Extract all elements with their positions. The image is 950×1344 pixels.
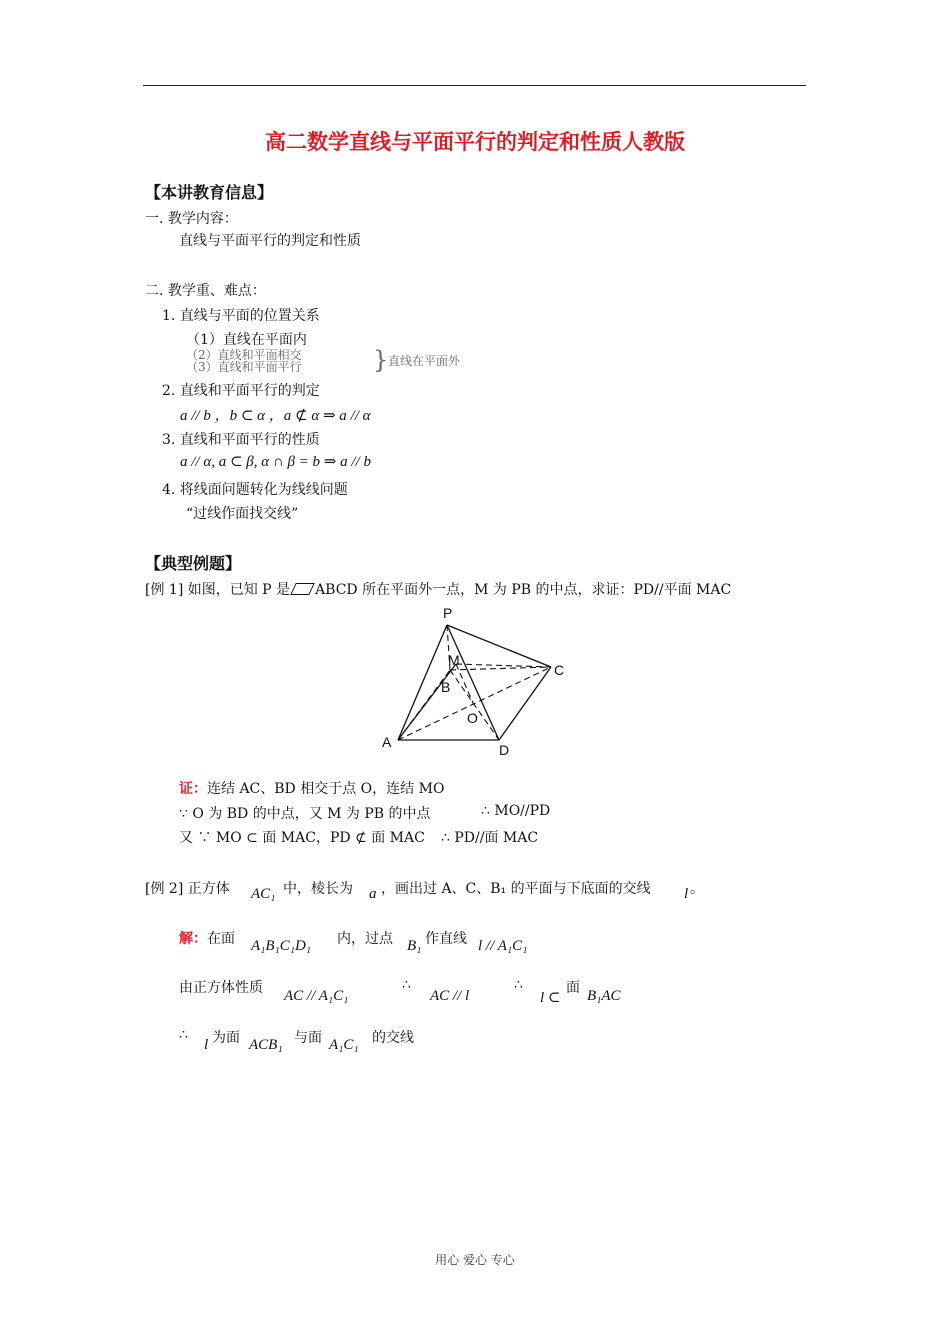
proof-line-2a: ∵ O 为 BD 的中点，又 M 为 PB 的中点 [179, 806, 431, 822]
header-rule [143, 85, 806, 86]
item1-text: 直线与平面平行的判定和性质 [179, 233, 361, 249]
brace-icon: } [373, 346, 389, 374]
solution-text-1e: 作直线 [425, 931, 467, 947]
solution-face: A₁B₁C₁D₁ [251, 938, 312, 954]
example1-prefix: [例 1] 如图，已知 P 是 [145, 582, 291, 598]
solution-text-3g: 的交线 [372, 1030, 414, 1046]
solution-text-2g: 面 [566, 980, 580, 996]
point-4: 4. 将线面问题转化为线线问题 [162, 482, 348, 498]
proof-line-3a: 又 ∵ MO ⊂ 面 MAC，PD ⊄ 面 MAC [179, 830, 425, 846]
proof-line-2b: ∴ MO//PD [481, 803, 551, 819]
solution-l: l [204, 1037, 209, 1053]
edge-BC [450, 667, 551, 670]
example2-cube: AC₁ [251, 886, 276, 902]
proof-line-3b: ∴ PD//面 MAC [441, 830, 539, 846]
solution-text-2a: 由正方体性质 [179, 980, 263, 996]
solution-text-1a: 在面 [207, 931, 235, 947]
example1-suffix: ABCD 所在平面外一点，M 为 PB 的中点，求证：PD//平面 MAC [315, 582, 732, 598]
label-D: D [499, 742, 510, 758]
example2-suffix: ，画出过 A、C、B₁ 的平面与下底面的交线 [381, 881, 651, 897]
edge-DC [499, 667, 551, 740]
point-1-outside: 直线在平面外 [388, 354, 461, 368]
example2-prefix: [例 2] 正方体 [145, 881, 230, 897]
solution-formula-3d: ACB₁ [249, 1037, 283, 1053]
solution-text-1c: 内，过点 [337, 931, 393, 947]
label-A: A [382, 734, 392, 750]
label-M: M [448, 652, 460, 668]
parallelogram-icon [290, 583, 315, 595]
pyramid-figure [378, 602, 578, 762]
solution-line-formula: l // A₁C₁ [478, 938, 528, 954]
therefore-icon-2: ∴ [514, 977, 523, 993]
solution-formula-2b: AC // A₁C₁ [284, 988, 349, 1004]
solution-point: B₁ [407, 938, 422, 954]
label-B: B [441, 679, 451, 695]
therefore-icon-3: ∴ [179, 1027, 188, 1043]
point-4-quote: “过线作面找交线” [186, 506, 299, 522]
page-title: 高二数学直线与平面平行的判定和性质人教版 [265, 130, 685, 154]
line-MC [456, 664, 551, 667]
therefore-icon-1: ∴ [402, 977, 411, 993]
point-1-3: （3）直线和平面平行 [186, 360, 302, 374]
point-1-2: （2）直线和平面相交 [186, 348, 302, 362]
solution-formula-2d: AC // l [430, 988, 470, 1004]
line-MO [456, 664, 474, 705]
example2-end: 。 [690, 881, 704, 897]
proof-label: 证： [179, 781, 207, 797]
point-2: 2. 直线和平面平行的判定 [162, 383, 320, 399]
section-heading-examples: 【典型例题】 [145, 554, 242, 573]
point-1: 1. 直线与平面的位置关系 [162, 308, 320, 324]
label-C: C [554, 662, 565, 678]
example2-l: l [684, 886, 689, 902]
solution-label: 解： [179, 931, 207, 947]
example2-a: a [369, 886, 377, 902]
footer: 用心 爱心 专心 [435, 1253, 515, 1267]
point-3: 3. 直线和平面平行的性质 [162, 432, 320, 448]
proof-text-1: 连结 AC、BD 相交于点 O，连结 MO [207, 781, 445, 797]
edge-PA [398, 625, 447, 740]
item2-label: 二. 教学重、难点： [145, 283, 266, 299]
section-heading-info: 【本讲教育信息】 [145, 183, 274, 202]
solution-text-3c: 为面 [212, 1030, 240, 1046]
item1-label: 一. 教学内容： [145, 211, 238, 227]
solution-text-3e: 与面 [294, 1030, 322, 1046]
diag-BD [450, 670, 499, 740]
proof-line-1 [179, 778, 444, 798]
example1-statement [145, 579, 731, 599]
solution-formula-2f: l ⊂ [540, 990, 561, 1006]
point-1-1: （1）直线在平面内 [186, 332, 307, 348]
solution-formula-3f: A₁C₁ [329, 1037, 359, 1053]
solution-formula-2h: B₁AC [587, 988, 621, 1004]
example2-mid: 中，棱长为 [283, 881, 353, 897]
diag-AC [398, 667, 551, 740]
solution-line-1a [179, 928, 235, 948]
label-O: O [467, 710, 478, 726]
label-P: P [443, 605, 453, 621]
point-2-formula: a // b ，b ⊂ α ，a ⊄ α ⇒ a // α [180, 408, 371, 424]
point-3-formula: a // α, a ⊂ β, α ∩ β = b ⇒ a // b [180, 454, 371, 470]
